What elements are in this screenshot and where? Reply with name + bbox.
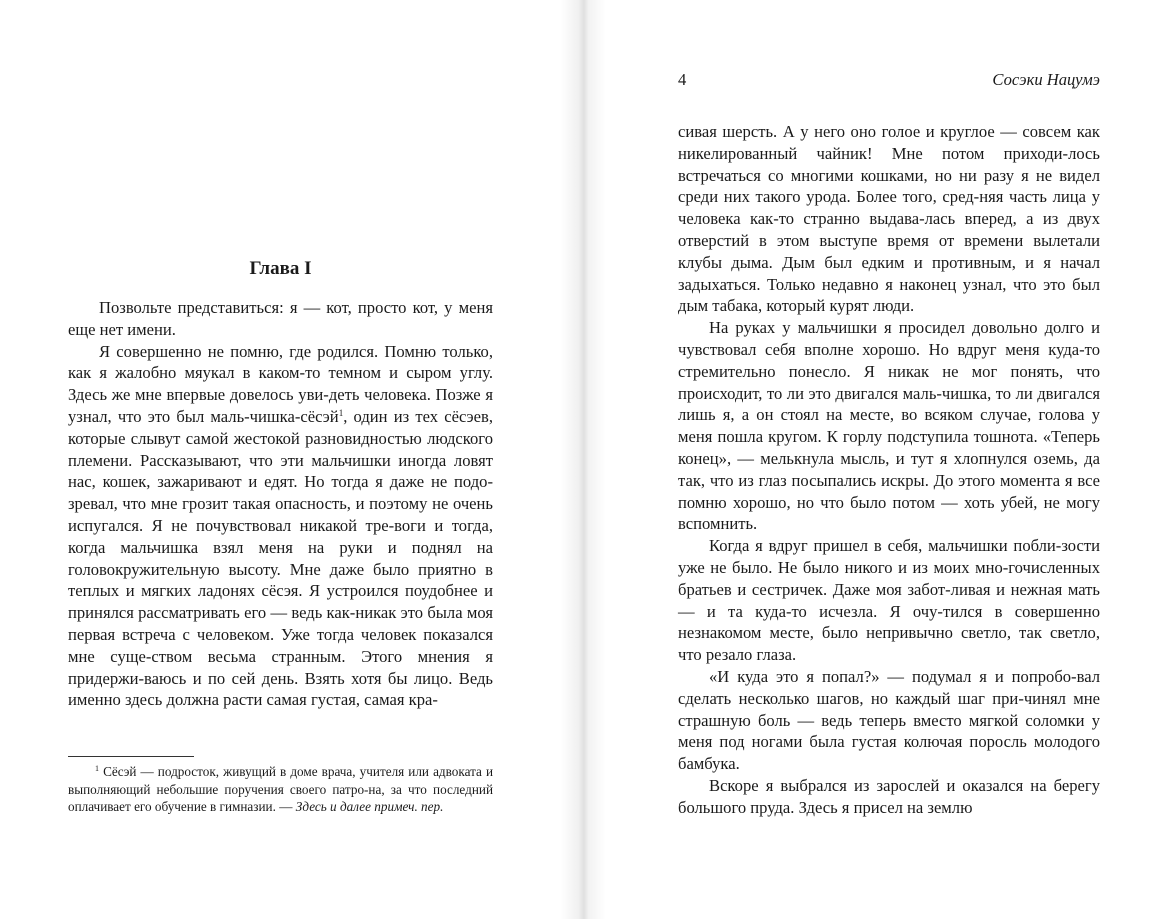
left-page-body: [68, 297, 493, 711]
footnote-marker: 1: [95, 764, 99, 773]
paragraph: [68, 341, 493, 712]
running-title: Сосэки Нацумэ: [992, 70, 1100, 89]
footnote-reference[interactable]: 1: [338, 407, 344, 418]
right-page-body: [678, 121, 1100, 819]
right-page: [583, 0, 1166, 919]
paragraph: Вскоре я выбрался из зарослей и оказался на берегу большого пруда. Здесь я присел на землю: [678, 775, 1100, 817]
page-number: 4: [678, 70, 687, 89]
footnote-divider: [68, 756, 194, 757]
paragraph: Позвольте представиться: я — кот, просто кот, у меня еще нет имени.: [68, 298, 493, 339]
paragraph: Когда я вдруг пришел в себя, мальчишки побли-зости уже не было. Не было никого и из моих мно-гочисленных братьев и сестричек. Даже моя забот-ливая и нежная мать — и та куда-то исчезла. Я очу-тился в совершенно незнакомом месте, было непривычно светло, так светло, что резало глаза.: [678, 536, 1100, 665]
paragraph: На руках у мальчишки я просидел довольно долго и чувствовал себя вполне хорошо. Но вдруг меня куда-то стремительно понесло. Я никак не мог понять, что происходит, то ли это двигался маль-чишка, то ли двигался лишь я, а он стоял на месте, во всяком случае, голова у меня пошла кругом. К горлу подступила тошнота. «Теперь конец», — мелькнула мысль, и тут я хлопнулся оземь, да так, что из глаз посыпались искры. До этого момента я все помню хорошо, но что было потом — хоть убей, не могу вспомнить.: [678, 318, 1100, 534]
paragraph-text: Рассказывают, что эти мальчишки иногда ловят нас, кошек, зажаривают и едят. Но тогда я даже не подо-зревал, что мне грозит такая опасность, и поэтому не очень испугался. Я не почувствовал никакой тре-воги и тогда, когда мальчишка взял меня на руки и поднял на головокружительную высоту. Мне даже было приятно в теплых и мягких ладонях сёсэя. Я устроился поудобнее и принялся рассматривать его — ведь как-никак это была моя первая встреча с человеком. Уже тогда человек показался мне суще-ством весьма странным. Этого мнения я придержи-ваюсь и по сей день. Взять хотя бы лицо. Ведь именно здесь должна расти самая густая, самая кра-: [68, 450, 493, 710]
paragraph-text: Я совершенно не помню, где родился. Помню только, как я жалобно мяукал в каком-то темном и сыром углу. Здесь же мне впервые довелось уви-деть человека. Позже я узнал, что это был маль-чишка-сёсэй: [68, 341, 493, 426]
footnote-attribution: Здесь и далее примеч. пер.: [295, 799, 444, 815]
footnote: [68, 763, 493, 816]
paragraph: сивая шерсть. А у него оно голое и круглое — совсем как никелированный чайник! Мне потом приходи-лось встречаться со многими кошками, но ни разу я не видел среди них такого урода. Более того, сред-няя часть лица у человека как-то странно выдава-лась вперед, а из двух отверстий в этом выступе время от времени вылетали клубы дыма. Дым был едким и противным, и я начал задыхаться. Только недавно я наконец узнал, что это был дым табака, который курят люди.: [678, 122, 1100, 316]
footnote-text: Сёсэй — подросток, живущий в доме врача, учителя или адвоката и выполняющий небольшие поручения своего патро-на, за что последний оплачивает его обучение в гимназии. —: [68, 764, 493, 815]
paragraph: «И куда это я попал?» — подумал я и попробо-вал сделать несколько шагов, но каждый шаг при-чинял мне страшную боль — ведь теперь вместо мягкой соломки у меня под ногами была густая колючая поросль молодого бамбука.: [678, 666, 1100, 774]
paragraph-text: , один из тех сёсэев, которые слывут самой жестокой разновидностью людского племени.: [68, 406, 493, 470]
chapter-title: Глава I: [249, 258, 312, 279]
